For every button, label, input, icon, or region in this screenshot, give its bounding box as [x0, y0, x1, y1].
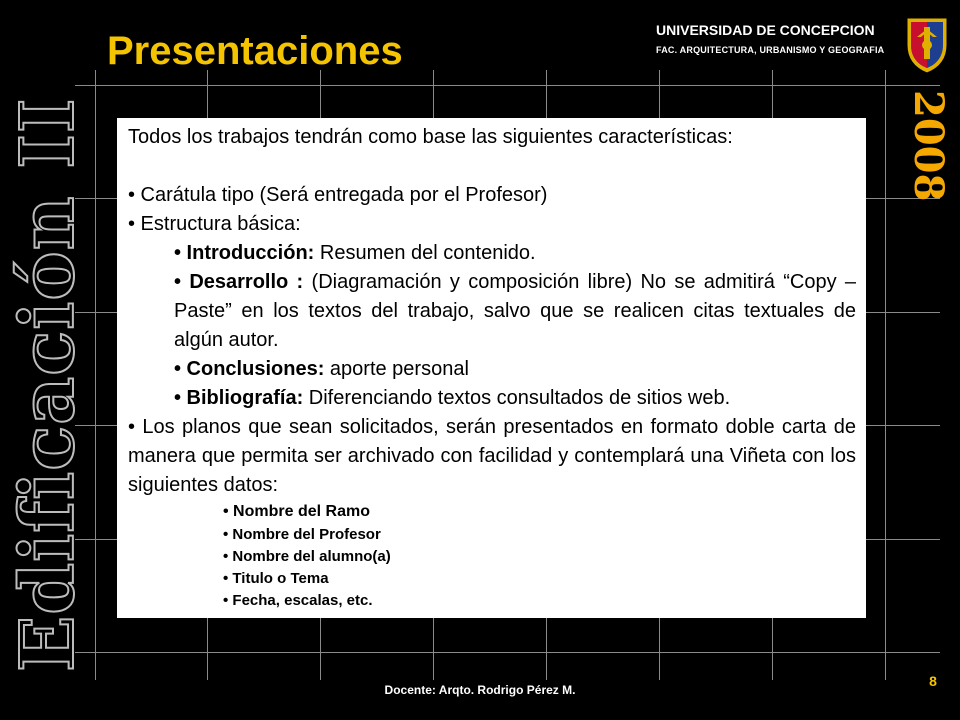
vineta-list: [128, 500, 856, 612]
vineta-item: • Titulo o Tema: [223, 570, 329, 587]
item-text: Diferenciando textos consultados de sitios web.: [303, 387, 731, 409]
slide-title: Presentaciones: [107, 29, 403, 73]
sub-list-item: [128, 355, 856, 384]
university-shield-icon: [903, 15, 951, 75]
item-label: • Introducción:: [174, 242, 315, 264]
course-side-title: Edificación II: [5, 97, 91, 672]
sub-list-item: [128, 239, 856, 268]
content-box: [117, 118, 866, 618]
sub-list-item: [128, 268, 856, 355]
vineta-item: • Nombre del Profesor: [223, 526, 381, 543]
sub-list-item: [128, 384, 856, 413]
item-label: • Bibliografía:: [174, 387, 304, 409]
item-text: (Diagramación y composición libre) No se admitirá “Copy – Paste” en los textos del trabajo, salvo que se realicen citas textuales de algún autor.: [174, 271, 857, 351]
vineta-item: • Nombre del alumno(a): [223, 548, 391, 565]
page-number: 8: [929, 673, 937, 689]
grid-line: [75, 85, 940, 86]
item-text: Resumen del contenido.: [314, 242, 536, 264]
list-item: • Carátula tipo (Será entregada por el Profesor): [128, 184, 548, 206]
item-label: • Conclusiones:: [174, 358, 325, 380]
item-label: • Desarrollo :: [174, 271, 304, 293]
vineta-item: • Fecha, escalas, etc.: [223, 592, 373, 609]
university-name: UNIVERSIDAD DE CONCEPCION: [656, 22, 875, 38]
footer-credit: Docente: Arqto. Rodrigo Pérez M.: [384, 683, 576, 697]
grid-line: [95, 70, 96, 680]
faculty-name: FAC. ARQUITECTURA, URBANISMO Y GEOGRAFIA: [656, 45, 885, 55]
grid-line: [885, 70, 886, 680]
list-item: • Los planos que sean solicitados, serán presentados en formato doble carta de manera que permita ser archivado con facilidad y contemplará una Viñeta con los siguientes datos:: [128, 416, 856, 496]
vineta-item: • Nombre del Ramo: [223, 503, 370, 520]
intro-text: Todos los trabajos tendrán como base las siguientes características:: [128, 126, 733, 148]
item-text: aporte personal: [324, 358, 469, 380]
list-item: • Estructura básica:: [128, 213, 301, 235]
year-label: 2008: [905, 90, 952, 202]
grid-line: [75, 652, 940, 653]
